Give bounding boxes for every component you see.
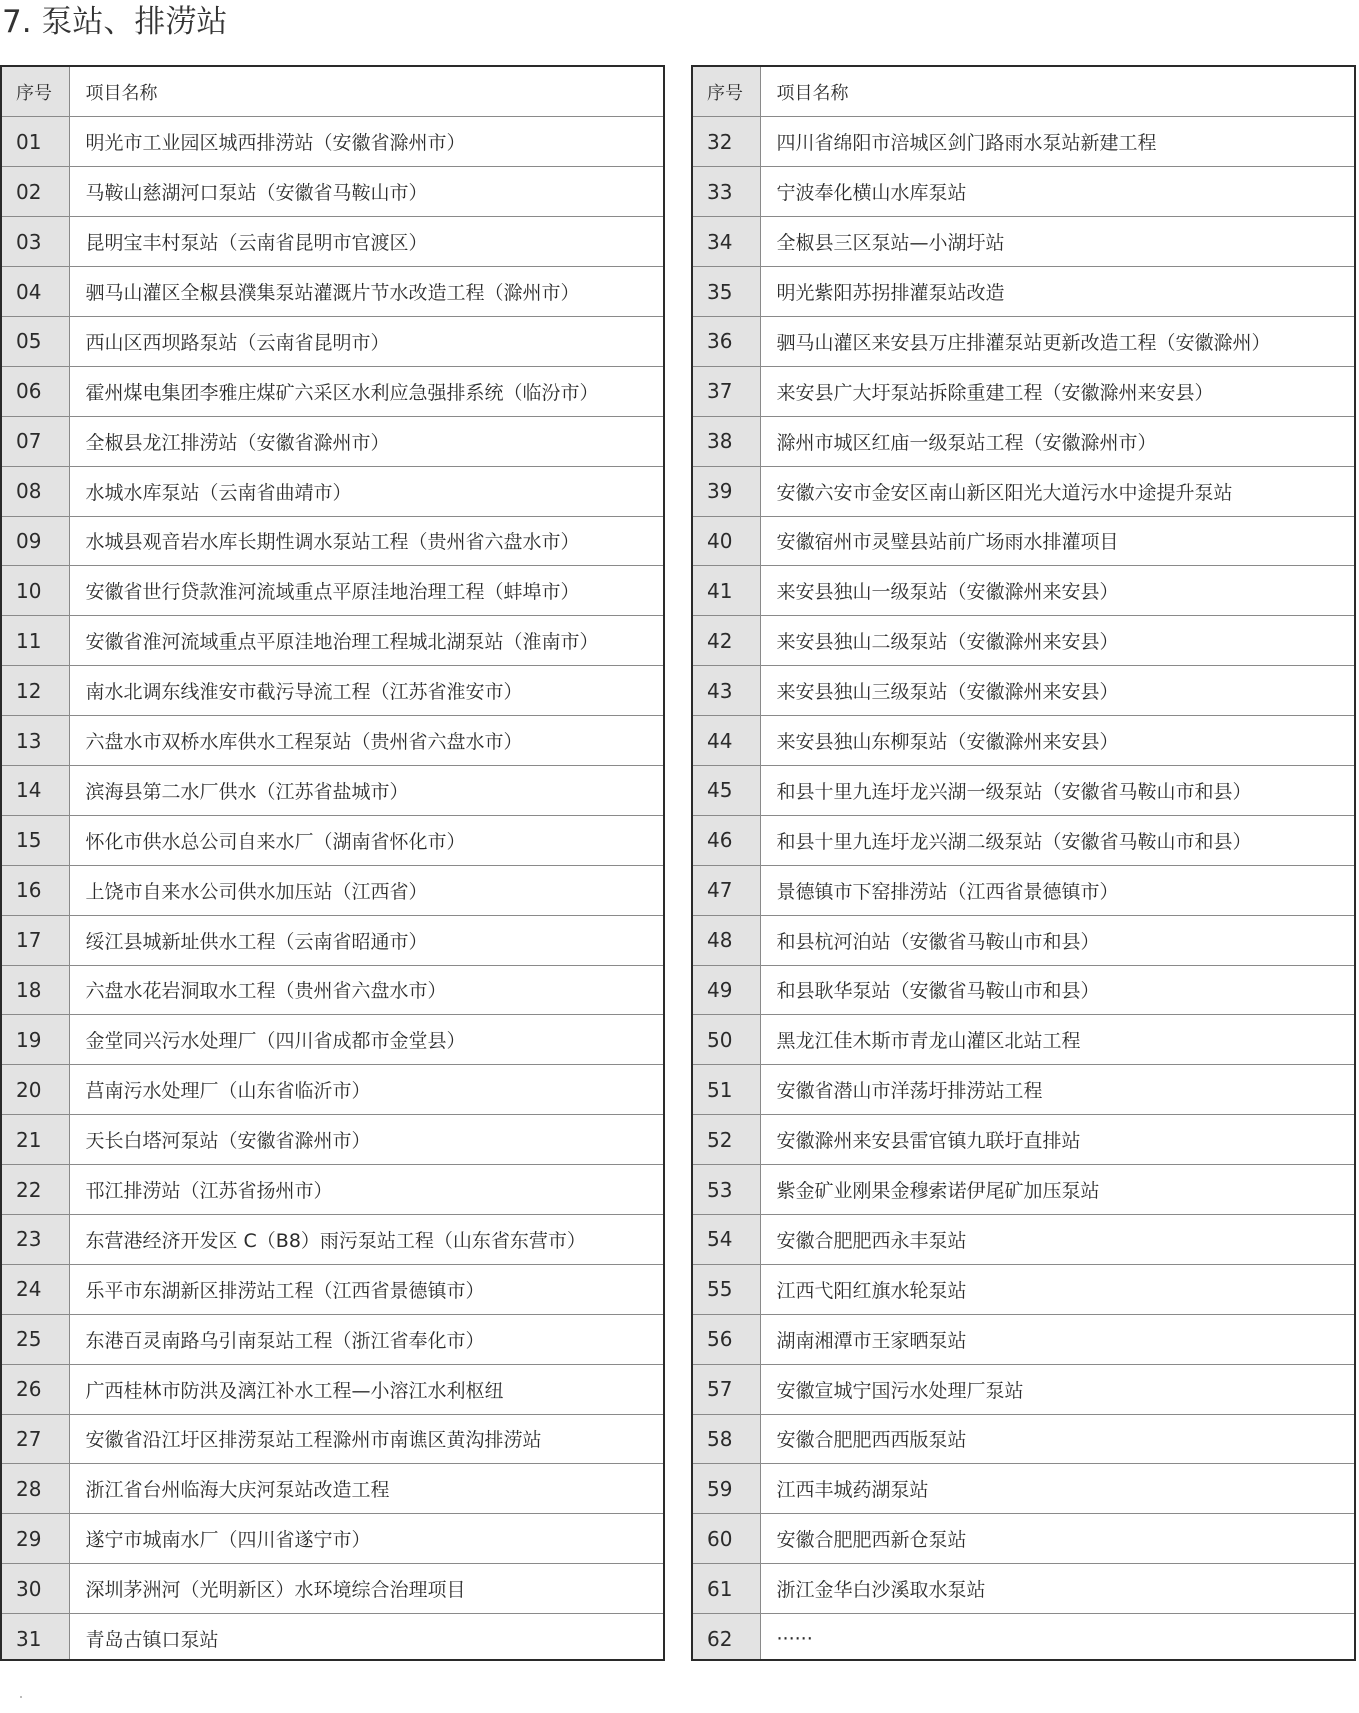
- table-row: [2, 1165, 663, 1215]
- project-table-right: [691, 65, 1356, 1661]
- table-row: [2, 1264, 663, 1314]
- row-number: 24: [2, 1264, 69, 1314]
- row-number: 56: [693, 1314, 760, 1364]
- project-name: 宁波奉化横山水库泵站: [760, 167, 1354, 217]
- project-name: 江西丰城药湖泵站: [760, 1464, 1354, 1514]
- project-name: 乐平市东湖新区排涝站工程（江西省景德镇市）: [69, 1264, 663, 1314]
- table-row: [2, 167, 663, 217]
- row-number: 17: [2, 915, 69, 965]
- table-row: [2, 666, 663, 716]
- page-dot: [20, 1696, 22, 1698]
- project-name: 四川省绵阳市涪城区剑门路雨水泵站新建工程: [760, 117, 1354, 167]
- row-number: 43: [693, 666, 760, 716]
- table-row: [2, 416, 663, 466]
- table-row: [693, 1514, 1354, 1564]
- table-row: [2, 915, 663, 965]
- table-row: [2, 466, 663, 516]
- table-header-row: [693, 67, 1354, 117]
- row-number: 28: [2, 1464, 69, 1514]
- project-name: 和县杭河泊站（安徽省马鞍山市和县）: [760, 915, 1354, 965]
- row-number: 47: [693, 865, 760, 915]
- table-row: [2, 965, 663, 1015]
- row-number: 59: [693, 1464, 760, 1514]
- project-table: [693, 67, 1354, 1661]
- row-number: 41: [693, 566, 760, 616]
- table-body: [693, 67, 1354, 1661]
- project-name: 邗江排涝站（江苏省扬州市）: [69, 1165, 663, 1215]
- row-number: 09: [2, 516, 69, 566]
- row-number: 02: [2, 167, 69, 217]
- project-name: 来安县广大圩泵站拆除重建工程（安徽滁州来安县）: [760, 366, 1354, 416]
- table-row: [2, 1314, 663, 1364]
- row-number: 31: [2, 1614, 69, 1661]
- project-name: 景德镇市下窑排涝站（江西省景德镇市）: [760, 865, 1354, 915]
- project-name: 安徽宿州市灵璧县站前广场雨水排灌项目: [760, 516, 1354, 566]
- table-row: [693, 566, 1354, 616]
- table-row: [693, 1015, 1354, 1065]
- table-row: [693, 616, 1354, 666]
- table-row: [2, 117, 663, 167]
- table-row: [2, 1564, 663, 1614]
- table-row: [693, 416, 1354, 466]
- row-number: 39: [693, 466, 760, 516]
- project-name: 遂宁市城南水厂（四川省遂宁市）: [69, 1514, 663, 1564]
- page-title: 7. 泵站、排涝站: [2, 4, 228, 40]
- project-name: 安徽滁州来安县雷官镇九联圩直排站: [760, 1115, 1354, 1165]
- project-name: 广西桂林市防洪及漓江补水工程—小溶江水利枢纽: [69, 1364, 663, 1414]
- table-row: [693, 316, 1354, 366]
- row-number: 34: [693, 217, 760, 267]
- table-row: [693, 965, 1354, 1015]
- table-row: [693, 716, 1354, 766]
- row-number: 32: [693, 117, 760, 167]
- project-name: 安徽省潜山市洋荡圩排涝站工程: [760, 1065, 1354, 1115]
- table-header-row: [2, 67, 663, 117]
- row-number: 22: [2, 1165, 69, 1215]
- project-name: 驷马山灌区来安县万庄排灌泵站更新改造工程（安徽滁州）: [760, 316, 1354, 366]
- project-name: 安徽合肥肥西西版泵站: [760, 1414, 1354, 1464]
- project-name: 滁州市城区红庙一级泵站工程（安徽滁州市）: [760, 416, 1354, 466]
- project-name: 全椒县三区泵站—小湖圩站: [760, 217, 1354, 267]
- table-row: [2, 1364, 663, 1414]
- table-row: [693, 1364, 1354, 1414]
- row-number: 01: [2, 117, 69, 167]
- table-row: [693, 815, 1354, 865]
- project-table: [2, 67, 663, 1661]
- row-number: 40: [693, 516, 760, 566]
- project-name: 驷马山灌区全椒县濮集泵站灌溉片节水改造工程（滁州市）: [69, 267, 663, 317]
- row-number: 36: [693, 316, 760, 366]
- row-number: 45: [693, 765, 760, 815]
- table-row: [2, 1115, 663, 1165]
- project-name: 水城县观音岩水库长期性调水泵站工程（贵州省六盘水市）: [69, 516, 663, 566]
- table-row: [693, 516, 1354, 566]
- column-header-project-name: 项目名称: [69, 67, 663, 117]
- row-number: 61: [693, 1564, 760, 1614]
- table-row: [2, 616, 663, 666]
- project-name: 安徽省世行贷款淮河流域重点平原洼地治理工程（蚌埠市）: [69, 566, 663, 616]
- table-row: [693, 865, 1354, 915]
- column-header-number: 序号: [2, 67, 69, 117]
- table-row: [693, 1564, 1354, 1614]
- row-number: 10: [2, 566, 69, 616]
- row-number: 58: [693, 1414, 760, 1464]
- row-number: 15: [2, 815, 69, 865]
- project-name: 湖南湘潭市王家晒泵站: [760, 1314, 1354, 1364]
- row-number: 16: [2, 865, 69, 915]
- row-number: 19: [2, 1015, 69, 1065]
- project-name: 黑龙江佳木斯市青龙山灌区北站工程: [760, 1015, 1354, 1065]
- table-row: [693, 915, 1354, 965]
- row-number: 18: [2, 965, 69, 1015]
- project-name: 上饶市自来水公司供水加压站（江西省）: [69, 865, 663, 915]
- project-name: 明光市工业园区城西排涝站（安徽省滁州市）: [69, 117, 663, 167]
- row-number: 49: [693, 965, 760, 1015]
- row-number: 38: [693, 416, 760, 466]
- row-number: 29: [2, 1514, 69, 1564]
- row-number: 23: [2, 1214, 69, 1264]
- table-row: [693, 1214, 1354, 1264]
- table-row: [693, 1464, 1354, 1514]
- row-number: 60: [693, 1514, 760, 1564]
- project-name: 安徽省淮河流域重点平原洼地治理工程城北湖泵站（淮南市）: [69, 616, 663, 666]
- project-name: 六盘水花岩洞取水工程（贵州省六盘水市）: [69, 965, 663, 1015]
- project-name: 滨海县第二水厂供水（江苏省盐城市）: [69, 765, 663, 815]
- project-name: 青岛古镇口泵站: [85, 1629, 219, 1652]
- project-name: 明光紫阳苏拐排灌泵站改造: [760, 267, 1354, 317]
- row-number: 62: [693, 1614, 760, 1661]
- row-number: 44: [693, 716, 760, 766]
- row-number: 30: [2, 1564, 69, 1614]
- project-name: 天长白塔河泵站（安徽省滁州市）: [69, 1115, 663, 1165]
- row-number: 21: [2, 1115, 69, 1165]
- row-number: 06: [2, 366, 69, 416]
- table-row: [2, 316, 663, 366]
- column-header-number: 序号: [693, 67, 760, 117]
- table-row: [2, 1414, 663, 1464]
- table-row: [2, 267, 663, 317]
- table-row: [693, 1614, 1354, 1661]
- row-number: 11: [2, 616, 69, 666]
- project-name: 马鞍山慈湖河口泵站（安徽省马鞍山市）: [69, 167, 663, 217]
- project-name: 东港百灵南路乌引南泵站工程（浙江省奉化市）: [69, 1314, 663, 1364]
- row-number: 07: [2, 416, 69, 466]
- row-number: 55: [693, 1264, 760, 1314]
- project-name: 安徽省沿江圩区排涝泵站工程滁州市南谯区黄沟排涝站: [69, 1414, 663, 1464]
- row-number: 37: [693, 366, 760, 416]
- project-name: 水城水库泵站（云南省曲靖市）: [69, 466, 663, 516]
- table-row: [693, 1065, 1354, 1115]
- table-row: [693, 117, 1354, 167]
- row-number: 08: [2, 466, 69, 516]
- project-name: 怀化市供水总公司自来水厂（湖南省怀化市）: [69, 815, 663, 865]
- row-number: 26: [2, 1364, 69, 1414]
- project-name: 安徽合肥肥西永丰泵站: [760, 1214, 1354, 1264]
- row-number: 52: [693, 1115, 760, 1165]
- table-row: [2, 1614, 663, 1661]
- project-name: 昆明宝丰村泵站（云南省昆明市官渡区）: [69, 217, 663, 267]
- project-name: 安徽宣城宁国污水处理厂泵站: [760, 1364, 1354, 1414]
- table-row: [693, 666, 1354, 716]
- project-name: 江西弋阳红旗水轮泵站: [760, 1264, 1354, 1314]
- project-name: 来安县独山东柳泵站（安徽滁州来安县）: [760, 716, 1354, 766]
- table-row: [693, 466, 1354, 516]
- table-row: [693, 765, 1354, 815]
- row-number: 13: [2, 716, 69, 766]
- row-number: 51: [693, 1065, 760, 1115]
- table-row: [2, 1464, 663, 1514]
- table-row: [2, 815, 663, 865]
- row-number: 50: [693, 1015, 760, 1065]
- project-name: 来安县独山一级泵站（安徽滁州来安县）: [760, 566, 1354, 616]
- column-header-project-name: 项目名称: [760, 67, 1354, 117]
- project-name: 霍州煤电集团李雅庄煤矿六采区水利应急强排系统（临汾市）: [69, 366, 663, 416]
- project-name: 莒南污水处理厂（山东省临沂市）: [69, 1065, 663, 1115]
- table-row: [2, 366, 663, 416]
- project-name: 来安县独山二级泵站（安徽滁州来安县）: [760, 616, 1354, 666]
- table-row: [693, 1314, 1354, 1364]
- table-row: [693, 1414, 1354, 1464]
- row-number: 57: [693, 1364, 760, 1414]
- table-row: [2, 716, 663, 766]
- project-name: 深圳茅洲河（光明新区）水环境综合治理项目: [69, 1564, 663, 1614]
- project-name: 来安县独山三级泵站（安徽滁州来安县）: [760, 666, 1354, 716]
- row-number: 48: [693, 915, 760, 965]
- table-row: [2, 865, 663, 915]
- project-name: 东营港经济开发区 C（B8）雨污泵站工程（山东省东营市）: [69, 1214, 663, 1264]
- project-name: ······: [776, 1627, 813, 1650]
- row-number: 53: [693, 1165, 760, 1215]
- table-row: [2, 217, 663, 267]
- row-number: 54: [693, 1214, 760, 1264]
- row-number: 46: [693, 815, 760, 865]
- project-name: 绥江县城新址供水工程（云南省昭通市）: [69, 915, 663, 965]
- project-name: 安徽六安市金安区南山新区阳光大道污水中途提升泵站: [760, 466, 1354, 516]
- project-name: 浙江省台州临海大庆河泵站改造工程: [69, 1464, 663, 1514]
- table-row: [2, 1214, 663, 1264]
- project-name: 安徽合肥肥西新仓泵站: [760, 1514, 1354, 1564]
- row-number: 33: [693, 167, 760, 217]
- row-number: 42: [693, 616, 760, 666]
- row-number: 25: [2, 1314, 69, 1364]
- project-name: 南水北调东线淮安市截污导流工程（江苏省淮安市）: [69, 666, 663, 716]
- table-row: [2, 516, 663, 566]
- project-name: 和县十里九连圩龙兴湖一级泵站（安徽省马鞍山市和县）: [760, 765, 1354, 815]
- table-row: [693, 217, 1354, 267]
- project-name: 和县耿华泵站（安徽省马鞍山市和县）: [760, 965, 1354, 1015]
- project-name: 紫金矿业刚果金穆索诺伊尾矿加压泵站: [760, 1165, 1354, 1215]
- table-row: [693, 1264, 1354, 1314]
- project-name: 全椒县龙江排涝站（安徽省滁州市）: [69, 416, 663, 466]
- table-row: [693, 267, 1354, 317]
- project-name: 金堂同兴污水处理厂（四川省成都市金堂县）: [69, 1015, 663, 1065]
- table-row: [693, 167, 1354, 217]
- table-row: [2, 1065, 663, 1115]
- row-number: 12: [2, 666, 69, 716]
- table-row: [2, 1514, 663, 1564]
- row-number: 27: [2, 1414, 69, 1464]
- project-table-left: [0, 65, 665, 1661]
- table-row: [693, 1115, 1354, 1165]
- table-body: [2, 67, 663, 1661]
- row-number: 20: [2, 1065, 69, 1115]
- row-number: 04: [2, 267, 69, 317]
- table-row: [2, 1015, 663, 1065]
- table-row: [2, 765, 663, 815]
- row-number: 35: [693, 267, 760, 317]
- project-name: 和县十里九连圩龙兴湖二级泵站（安徽省马鞍山市和县）: [760, 815, 1354, 865]
- row-number: 14: [2, 765, 69, 815]
- row-number: 03: [2, 217, 69, 267]
- row-number: 05: [2, 316, 69, 366]
- table-row: [693, 366, 1354, 416]
- project-name: 浙江金华白沙溪取水泵站: [760, 1564, 1354, 1614]
- table-row: [693, 1165, 1354, 1215]
- project-name: 西山区西坝路泵站（云南省昆明市）: [69, 316, 663, 366]
- table-row: [2, 566, 663, 616]
- project-name: 六盘水市双桥水库供水工程泵站（贵州省六盘水市）: [69, 716, 663, 766]
